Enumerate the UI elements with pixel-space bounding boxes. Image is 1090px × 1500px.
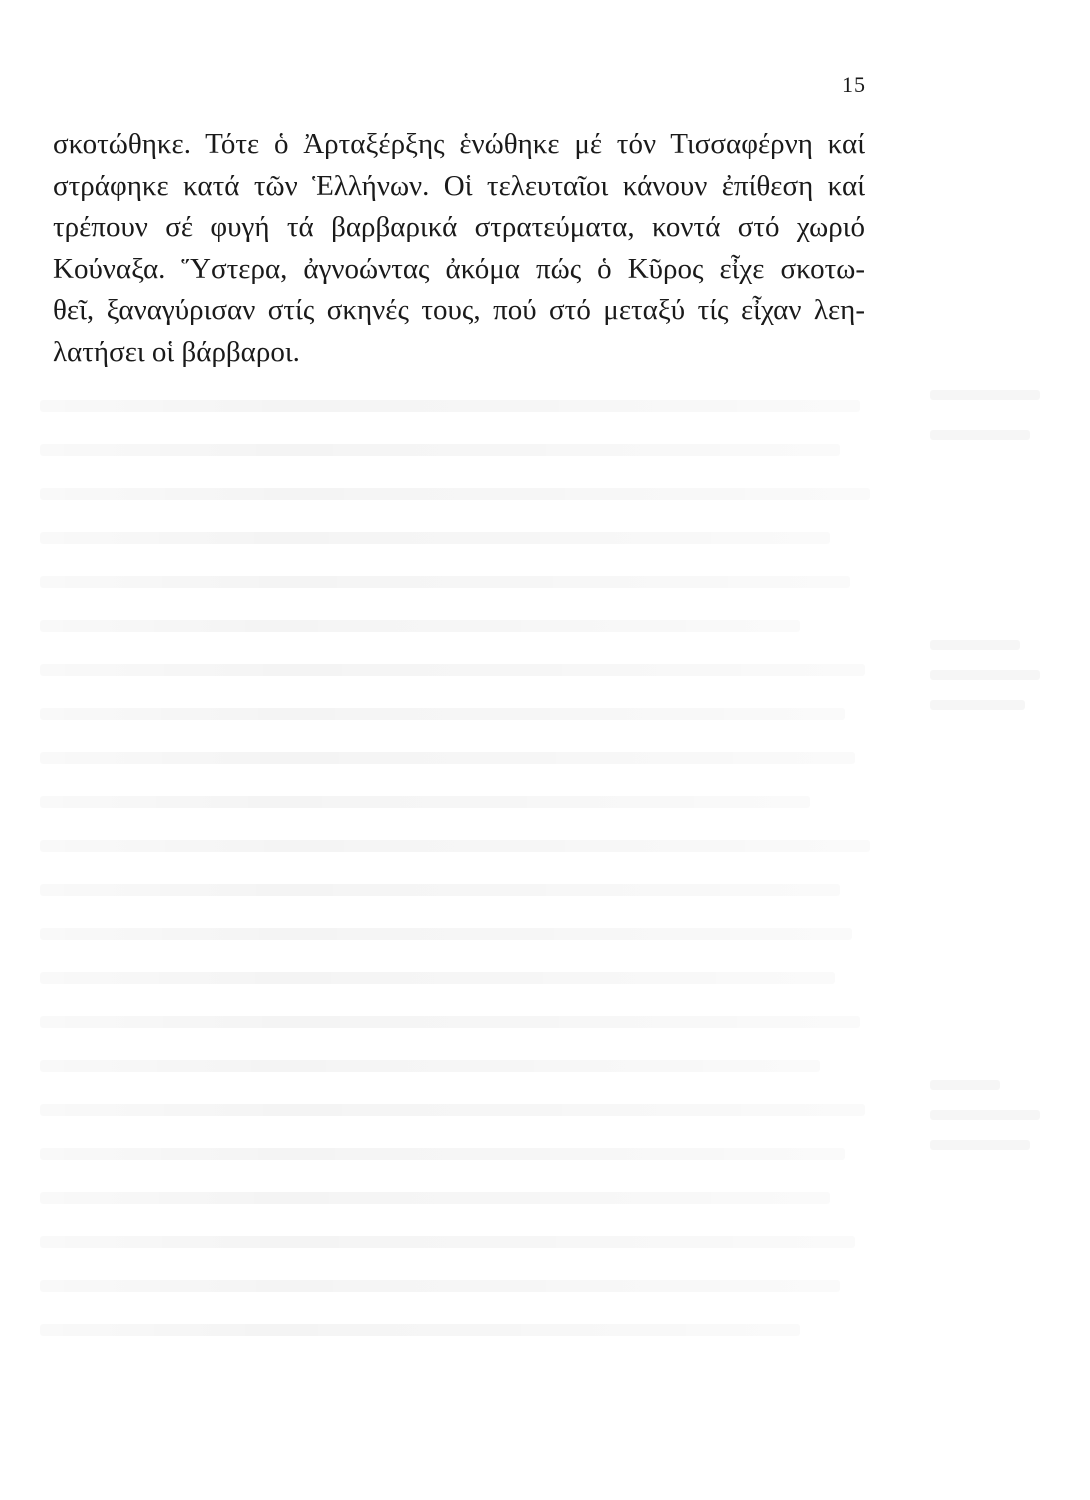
bleed-line: [40, 972, 835, 984]
bleed-line: [40, 840, 870, 852]
reverse-side-margin-bleed-through: [930, 390, 1060, 1190]
page-number: 15: [842, 72, 866, 97]
bleed-line: [40, 620, 800, 632]
bleed-line: [40, 796, 810, 808]
bleed-line: [40, 708, 845, 720]
text-line: λατήσει οἱ βάρβαροι.: [53, 335, 300, 368]
bleed-line: [40, 752, 855, 764]
text-line: θεῖ, ξαναγύρισαν στίς σκηνές τους, πού στό μεταξύ τίς εἶχαν λεη-: [53, 294, 865, 326]
bleed-line: [40, 576, 850, 588]
bleed-line: [40, 1192, 830, 1204]
reverse-side-bleed-through: [40, 380, 880, 1420]
bleed-margin-line: [930, 390, 1040, 400]
bleed-margin-line: [930, 1110, 1040, 1120]
text-line: Κούναξα. Ὕστερα, ἀγνοώντας ἀκόμα πώς ὁ Κῦρος εἶχε σκοτω-: [53, 252, 865, 285]
bleed-line: [40, 444, 840, 456]
body-paragraph: [53, 124, 865, 373]
bleed-line: [40, 1148, 845, 1160]
bleed-line: [40, 928, 852, 940]
bleed-line: [40, 488, 870, 500]
text-line: στράφηκε κατά τῶν Ἑλλήνων. Οἱ τελευταῖοι κάνουν ἐπίθεση καί: [53, 169, 865, 202]
bleed-margin-line: [930, 640, 1020, 650]
bleed-line: [40, 532, 830, 544]
bleed-margin-line: [930, 1140, 1030, 1150]
bleed-line: [40, 400, 860, 412]
bleed-margin-line: [930, 1080, 1000, 1090]
bleed-margin-line: [930, 700, 1025, 710]
bleed-line: [40, 1060, 820, 1072]
bleed-line: [40, 884, 840, 896]
bleed-line: [40, 1324, 800, 1336]
text-line: τρέπουν σέ φυγή τά βαρβαρικά στρατεύματα, κοντά στό χωριό: [53, 211, 865, 243]
bleed-line: [40, 1104, 865, 1116]
bleed-line: [40, 664, 865, 676]
bleed-margin-line: [930, 670, 1040, 680]
bleed-line: [40, 1016, 860, 1028]
bleed-margin-line: [930, 430, 1030, 440]
text-line: σκοτώθηκε. Τότε ὁ Ἀρταξέρξης ἑνώθηκε μέ τόν Τισσαφέρνη καί: [53, 128, 865, 160]
bleed-line: [40, 1280, 840, 1292]
bleed-line: [40, 1236, 855, 1248]
